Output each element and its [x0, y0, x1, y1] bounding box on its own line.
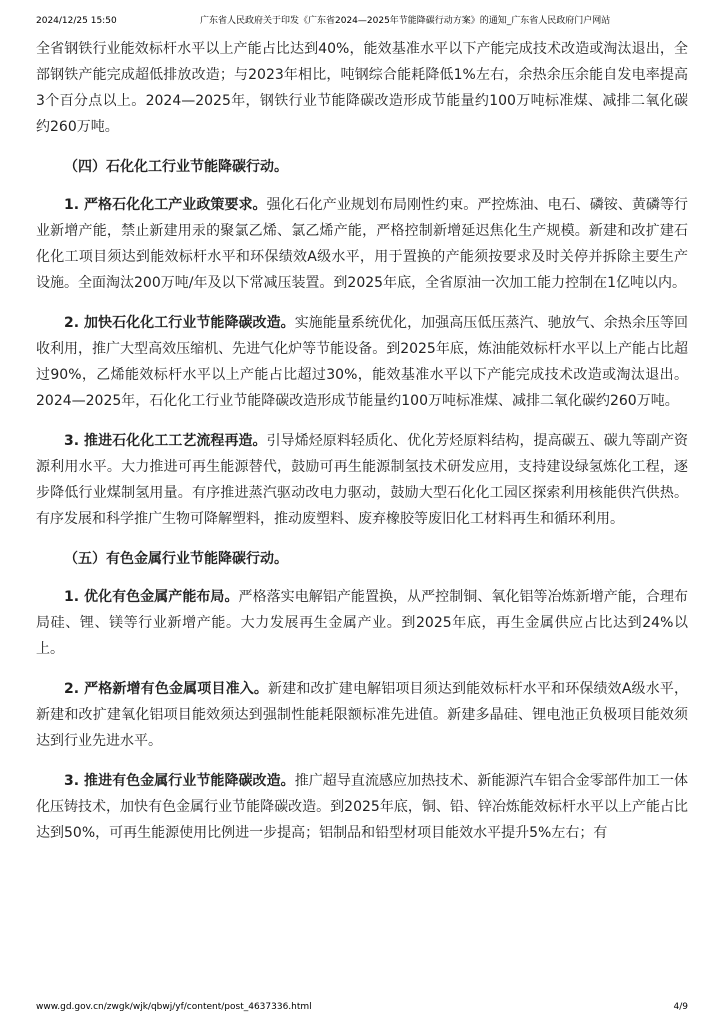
print-footer — [36, 1000, 688, 1014]
item-lead: 2. 严格新增有色金属项目准入。 — [64, 681, 269, 697]
item-text: 实施能量系统优化，加强高压低压蒸汽、驰放气、余热余压等回收利用，推广大型高效压缩机、先进气化炉等节能设备。到2025年底，炼油能效标杆水平以上产能占比超过90%，乙烯能效标杆水平以上产能占比超过30%，能效基准水平以下产能完成技术改造或淘汰退出。2024—2025年，石化化工行业节能降碳改造形成节能量约100万吨标准煤、减排二氧化碳约260万吨。 — [36, 315, 688, 409]
item-lead: 3. 推进石化化工工艺流程再造。 — [64, 433, 267, 449]
page-url: www.gd.gov.cn/zwgk/wjk/qbwj/yf/content/post_4637336.html — [36, 1002, 312, 1012]
section-heading-petrochemical: （四）石化化工行业节能降碳行动。 — [64, 159, 288, 175]
paragraph-nonferrous-access — [36, 676, 688, 754]
print-datetime: 2024/12/25 15:50 — [36, 16, 117, 26]
paragraph-petrochem-retrofit — [36, 310, 688, 414]
item-text: 推广超导直流感应加热技术、新能源汽车铝合金零部件加工一体化压铸技术，加快有色金属行业节能降碳改造。到2025年底，铜、铅、锌冶炼能效标杆水平以上产能占比达到50%，可再生能源使用比例进一步提高；铝制品和铅型材项目能效水平提升5%左右；有 — [36, 773, 688, 841]
paragraph-steel-targets: 全省钢铁行业能效标杆水平以上产能占比达到40%，能效基准水平以下产能完成技术改造或淘汰退出，全部钢铁产能完成超低排放改造；与2023年相比，吨钢综合能耗降低1%左右，余热余压余能自发电率提高3个百分点以上。2024—2025年，钢铁行业节能降碳改造形成节能量约100万吨标准煤、减排二氧化碳约260万吨。 — [36, 41, 688, 135]
item-text: 严格落实电解铝产能置换，从严控制铜、氧化铝等冶炼新增产能，合理布局硅、锂、镁等行业新增产能。大力发展再生金属产业。到2025年底，再生金属供应占比达到24%以上。 — [36, 589, 689, 657]
item-lead: 1. 严格石化化工产业政策要求。 — [64, 197, 267, 213]
item-text: 引导烯烃原料轻质化、优化芳烃原料结构，提高碳五、碳九等副产资源利用水平。大力推进可再生能源替代，鼓励可再生能源制氢技术研发应用，支持建设绿氢炼化工程，逐步降低行业煤制氢用量。有序推进蒸汽驱动改电力驱动，鼓励大型石化化工园区探索利用核能供汽供热。有序发展和科学推广生物可降解塑料，推动废塑料、废弃橡胶等废旧化工材料再生和循环利用。 — [36, 433, 688, 527]
print-header — [36, 14, 688, 28]
section-heading-nonferrous: （五）有色金属行业节能降碳行动。 — [64, 551, 288, 567]
paragraph-petrochem-process — [36, 428, 688, 532]
item-text: 新建和改扩建电解铝项目须达到能效标杆水平和环保绩效A级水平，新建和改扩建氧化铝项目能效须达到强制性能耗限额标准先进值。新建多晶硅、锂电池正负极项目能效须达到行业先进水平。 — [36, 681, 688, 749]
paragraph-petrochem-policy — [36, 192, 688, 296]
article-body — [36, 36, 688, 860]
page-number: 4/9 — [673, 1002, 688, 1012]
paragraph-nonferrous-layout — [36, 584, 688, 662]
item-lead: 1. 优化有色金属产能布局。 — [64, 589, 239, 605]
paragraph-nonferrous-retrofit — [36, 768, 688, 846]
item-text: 强化石化产业规划布局刚性约束。严控炼油、电石、磷铵、黄磷等行业新增产能，禁止新建用汞的聚氯乙烯、氯乙烯产能，严格控制新增延迟焦化生产规模。新建和改扩建石化化工项目须达到能效标杆水平和环保绩效A级水平，用于置换的产能须按要求及时关停并拆除主要生产设施。全面淘汰200万吨/年及以下常减压装置。到2025年底，全省原油一次加工能力控制在1亿吨以内。 — [36, 197, 688, 291]
item-lead: 3. 推进有色金属行业节能降碳改造。 — [64, 773, 295, 789]
print-page-title: 广东省人民政府关于印发《广东省2024—2025年节能降碳行动方案》的通知_广东省人民政府门户网站 — [200, 16, 611, 26]
item-lead: 2. 加快石化化工行业节能降碳改造。 — [64, 315, 295, 331]
